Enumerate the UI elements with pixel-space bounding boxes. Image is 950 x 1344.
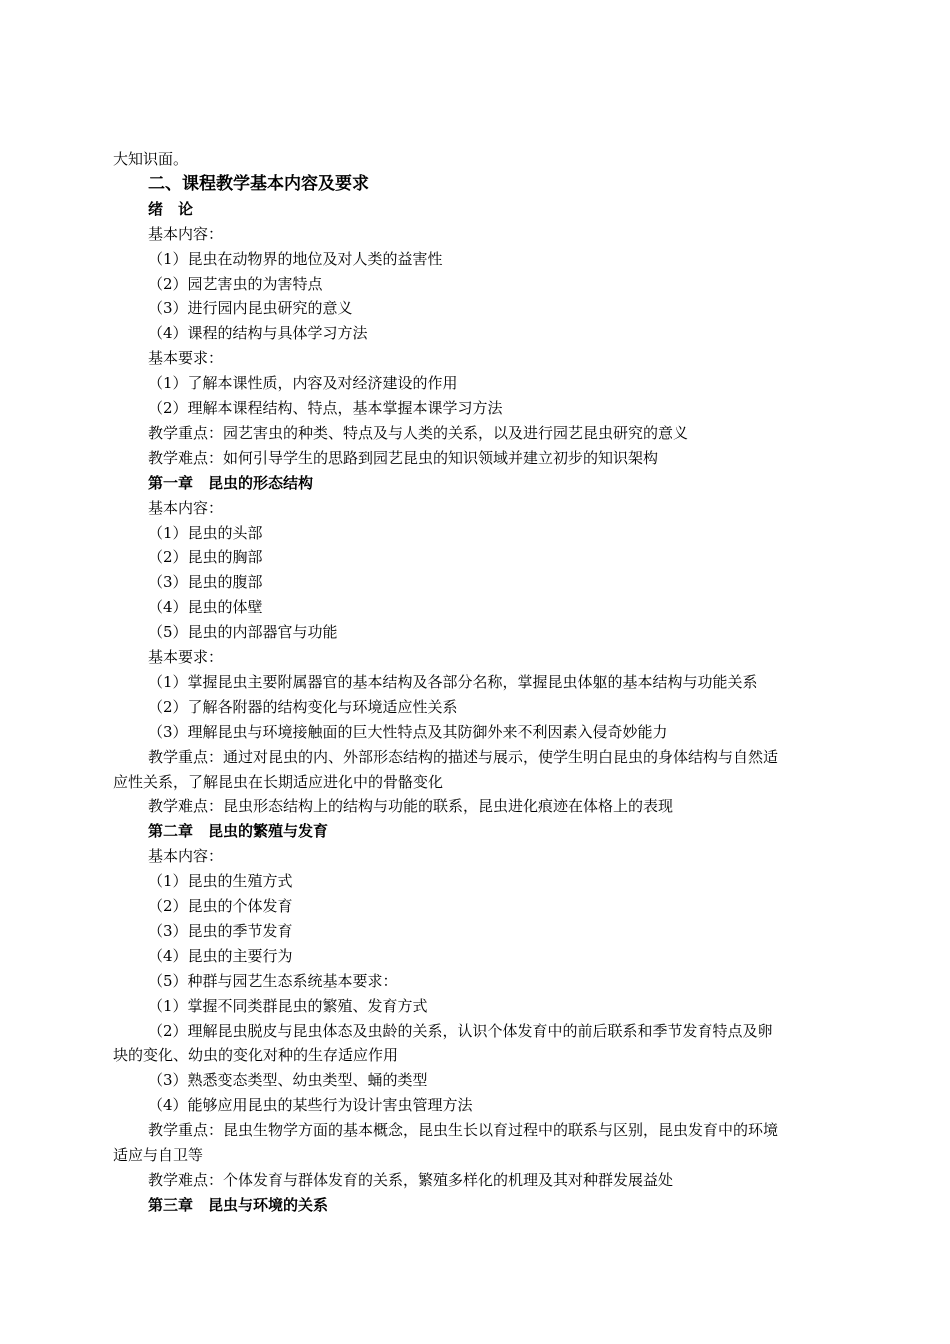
section-heading: 二、课程教学基本内容及要求 xyxy=(148,173,369,194)
text-line: （5）昆虫的内部器官与功能 xyxy=(148,623,338,642)
text-line: 基本内容： xyxy=(148,224,224,243)
section-heading: 第三章 昆虫与环境的关系 xyxy=(148,1195,329,1214)
text-line: 基本要求： xyxy=(148,648,224,666)
text-line: （4）昆虫的主要行为 xyxy=(148,946,293,965)
text-line: （2）理解昆虫脱皮与昆虫体态及虫龄的关系，认识个体发育中的前后联系和季节发育特点及卵 xyxy=(148,1021,773,1040)
text-line: 教学难点：如何引导学生的思路到园艺昆虫的知识领域并建立初步的知识架构 xyxy=(148,448,659,467)
text-line: （3）理解昆虫与环境接触面的巨大性特点及其防御外来不利因素入侵奇妙能力 xyxy=(148,722,668,741)
text-line: （3）熟悉变态类型、幼虫类型、蛹的类型 xyxy=(148,1071,428,1090)
text-line: 适应与自卫等 xyxy=(113,1146,204,1164)
section-heading: 第二章 昆虫的繁殖与发育 xyxy=(148,822,329,841)
text-line: （3）进行园内昆虫研究的意义 xyxy=(148,299,353,318)
text-line: （1）掌握昆虫主要附属器官的基本结构及各部分名称，掌握昆虫体躯的基本结构与功能关系 xyxy=(148,672,758,691)
text-line: （3）昆虫的腹部 xyxy=(148,573,263,592)
text-line: 大知识面。 xyxy=(113,150,189,168)
text-line: 教学难点：个体发育与群体发育的关系，繁殖多样化的机理及其对种群发展益处 xyxy=(148,1170,674,1189)
text-line: 块的变化、幼虫的变化对种的生存适应作用 xyxy=(113,1046,399,1065)
text-line: （1）掌握不同类群昆虫的繁殖、发育方式 xyxy=(148,996,428,1015)
text-line: （2）了解各附器的结构变化与环境适应性关系 xyxy=(148,697,458,716)
text-line: （1）了解本课性质，内容及对经济建设的作用 xyxy=(148,374,458,393)
text-line: 基本要求： xyxy=(148,349,224,368)
text-line: 教学重点：通过对昆虫的内、外部形态结构的描述与展示，使学生明白昆虫的身体结构与自然适 xyxy=(148,747,779,766)
text-line: （4）课程的结构与具体学习方法 xyxy=(148,324,368,343)
text-line: 教学重点：昆虫生物学方面的基本概念，昆虫生长以育过程中的联系与区别，昆虫发育中的环境 xyxy=(148,1121,779,1140)
text-line: （3）昆虫的季节发育 xyxy=(148,921,293,940)
text-line: （4）昆虫的体壁 xyxy=(148,598,263,617)
text-line: （1）昆虫的生殖方式 xyxy=(148,872,293,891)
text-line: 应性关系，了解昆虫在长期适应进化中的骨骼变化 xyxy=(113,772,444,791)
text-line: 教学重点：园艺害虫的种类、特点及与人类的关系，以及进行园艺昆虫研究的意义 xyxy=(148,423,689,442)
text-line: （2）理解本课程结构、特点，基本掌握本课学习方法 xyxy=(148,399,503,417)
text-line: 基本内容： xyxy=(148,498,224,517)
section-heading: 第一章 昆虫的形态结构 xyxy=(148,473,314,492)
text-line: 教学难点：昆虫形态结构上的结构与功能的联系，昆虫进化痕迹在体格上的表现 xyxy=(148,797,674,816)
text-line: （1）昆虫的头部 xyxy=(148,523,263,542)
text-line: （2）园艺害虫的为害特点 xyxy=(148,274,323,293)
section-heading: 绪 论 xyxy=(148,199,194,218)
text-line: （4）能够应用昆虫的某些行为设计害虫管理方法 xyxy=(148,1096,473,1115)
text-line: （5）种群与园艺生态系统基本要求： xyxy=(148,971,398,990)
text-line: （2）昆虫的胸部 xyxy=(148,548,263,567)
text-line: （1）昆虫在动物界的地位及对人类的益害性 xyxy=(148,249,443,268)
text-line: （2）昆虫的个体发育 xyxy=(148,897,293,915)
text-line: 基本内容： xyxy=(148,847,224,866)
